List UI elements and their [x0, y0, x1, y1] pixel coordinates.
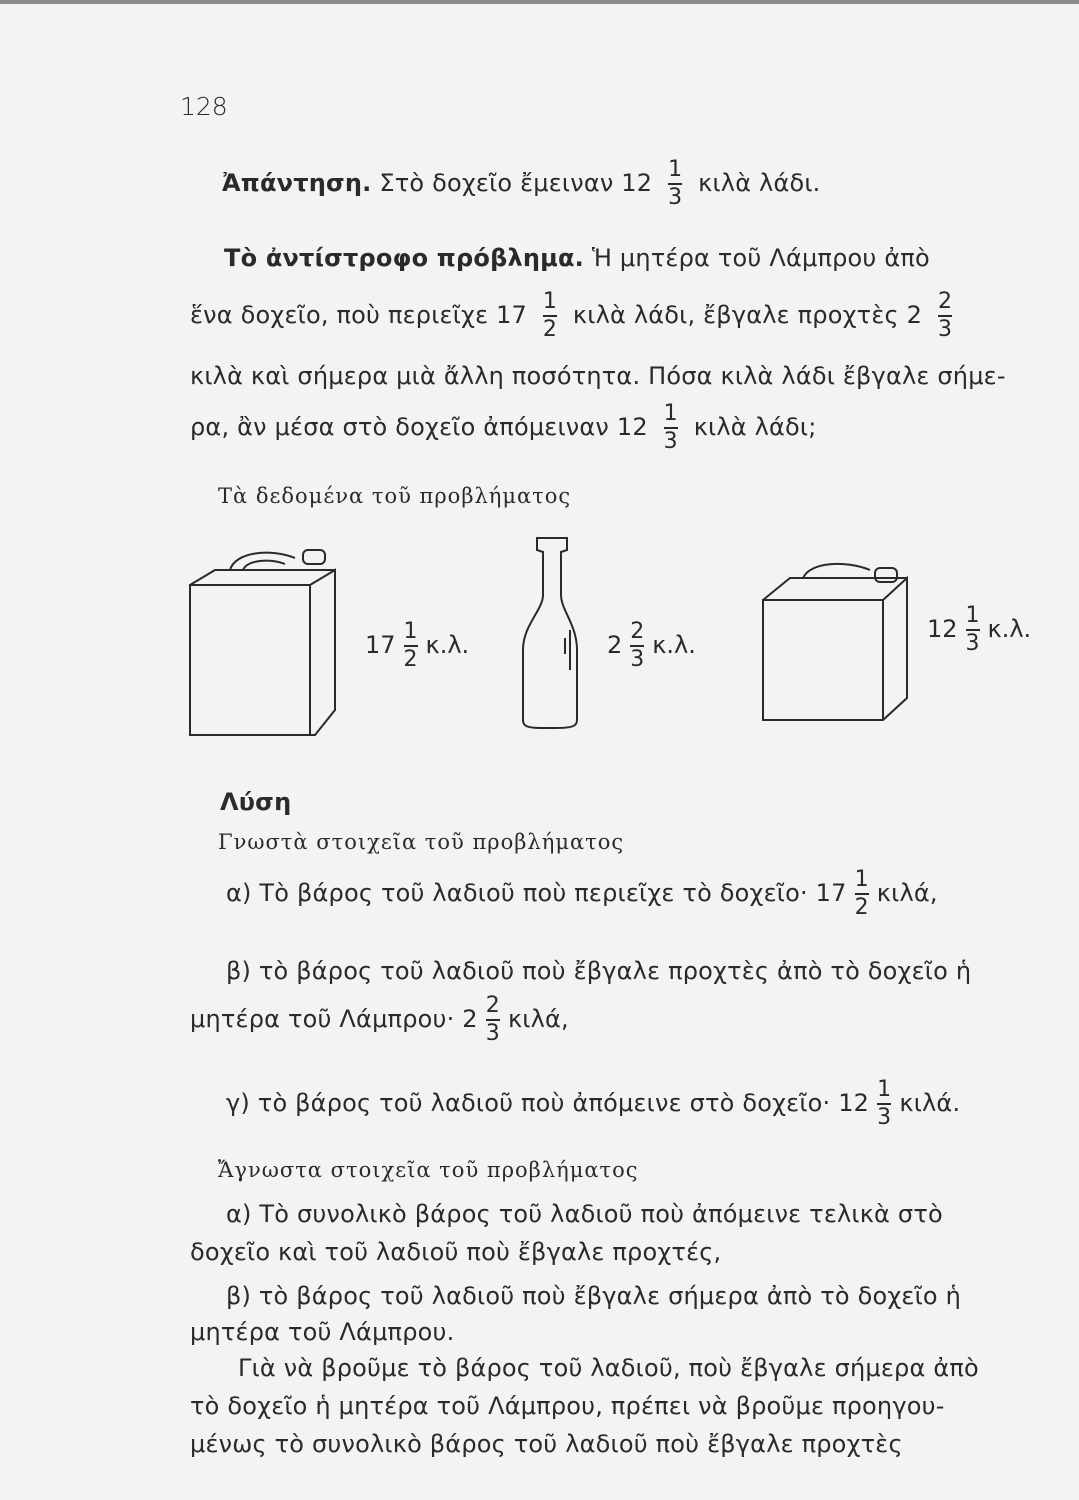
containers-figure: [185, 530, 1045, 750]
fraction-2-2-3: $\frac{2}{3}$: [937, 289, 953, 342]
inverse-title: Τὸ ἀντίστροφο πρόβλημα.: [224, 244, 584, 272]
unknown-b-line-1: β) τὸ βάρος τοῦ λαδιοῦ ποὺ ἔβγαλε σήμερα ἀπὸ τὸ δοχεῖο ἡ: [226, 1282, 962, 1310]
answer-label: Ἀπάντηση.: [222, 168, 372, 197]
paragraph-line-3: μένως τὸ συνολικὸ βάρος τοῦ λαδιοῦ ποὺ ἔβγαλε προχτὲς: [190, 1430, 903, 1458]
inverse-line-3: κιλὰ καὶ σήμερα μιὰ ἄλλη ποσότητα. Πόσα κιλὰ λάδι ἔβγαλε σήμε-: [190, 362, 1006, 390]
answer-line: [222, 158, 821, 210]
inverse-line-1: Τὸ ἀντίστροφο πρόβλημα. Ἡ μητέρα τοῦ Λάμπρου ἀπὸ: [224, 244, 930, 272]
oil-can-small-icon: [763, 564, 907, 720]
answer-fraction: $\frac{1}{3}$: [668, 157, 683, 210]
inverse-line-4: ρα, ἂν μέσα στὸ δοχεῖο ἀπόμειναν 12 $\frac{1}{3}$ κιλὰ λάδι;: [190, 401, 817, 454]
paragraph-line-2: τὸ δοχεῖο ἡ μητέρα τοῦ Λάμπρου, πρέπει νὰ βροῦμε προηγου-: [190, 1392, 945, 1420]
unknown-a-line-2: δοχεῖο καὶ τοῦ λαδιοῦ ποὺ ἔβγαλε προχτές,: [190, 1238, 722, 1266]
unknown-a-line-1: α) Τὸ συνολικὸ βάρος τοῦ λαδιοῦ ποὺ ἀπόμεινε τελικὰ στὸ: [226, 1200, 943, 1228]
bottle-label: 2 $\frac{2}{3}$ κ.λ.: [607, 619, 696, 672]
fraction-12-1-3: $\frac{1}{3}$: [663, 401, 678, 454]
unknown-heading: Ἄγνωστα στοιχεῖα τοῦ προβλήματος: [218, 1158, 639, 1182]
inverse-line-2: ἕνα δοχεῖο, ποὺ περιεῖχε 17 $\frac{1}{2}$ κιλὰ λάδι, ἔβγαλε προχτὲς 2 $\frac{2}{3}$: [190, 289, 953, 342]
can1-label: 17 $\frac{1}{2}$ κ.λ.: [365, 619, 470, 672]
known-c: γ) τὸ βάρος τοῦ λαδιοῦ ποὺ ἀπόμεινε στὸ δοχεῖο· 12 $\frac{1}{3}$ κιλά.: [226, 1077, 961, 1130]
known-heading: Γνωστὰ στοιχεῖα τοῦ προβλήματος: [218, 830, 625, 854]
data-heading: Τὰ δεδομένα τοῦ προβλήματος: [218, 484, 572, 508]
known-b-line-1: β) τὸ βάρος τοῦ λαδιοῦ ποὺ ἔβγαλε προχτὲς ἀπὸ τὸ δοχεῖο ἡ: [226, 957, 972, 985]
unknown-b-line-2: μητέρα τοῦ Λάμπρου.: [190, 1318, 455, 1346]
oil-can-large-icon: [190, 550, 335, 735]
fraction-17-1-2: $\frac{1}{2}$: [542, 289, 558, 342]
answer-text: Στὸ δοχεῖο ἔμειναν 12: [379, 168, 653, 197]
known-b-line-2: μητέρα τοῦ Λάμπρου· 2 $\frac{2}{3}$ κιλά,: [190, 993, 569, 1046]
answer-unit: κιλὰ λάδι.: [698, 168, 821, 197]
known-a: α) Τὸ βάρος τοῦ λαδιοῦ ποὺ περιεῖχε τὸ δοχεῖο· 17 $\frac{1}{2}$ κιλά,: [226, 867, 938, 920]
solution-heading: Λύση: [220, 788, 292, 816]
can2-label: 12 $\frac{1}{3}$ κ.λ.: [927, 603, 1032, 656]
paragraph-line-1: Γιὰ νὰ βροῦμε τὸ βάρος τοῦ λαδιοῦ, ποὺ ἔβγαλε σήμερα ἀπὸ: [238, 1354, 979, 1382]
page-number: 128: [180, 92, 228, 121]
bottle-icon: [523, 538, 577, 728]
page-top-edge: [0, 0, 1079, 4]
